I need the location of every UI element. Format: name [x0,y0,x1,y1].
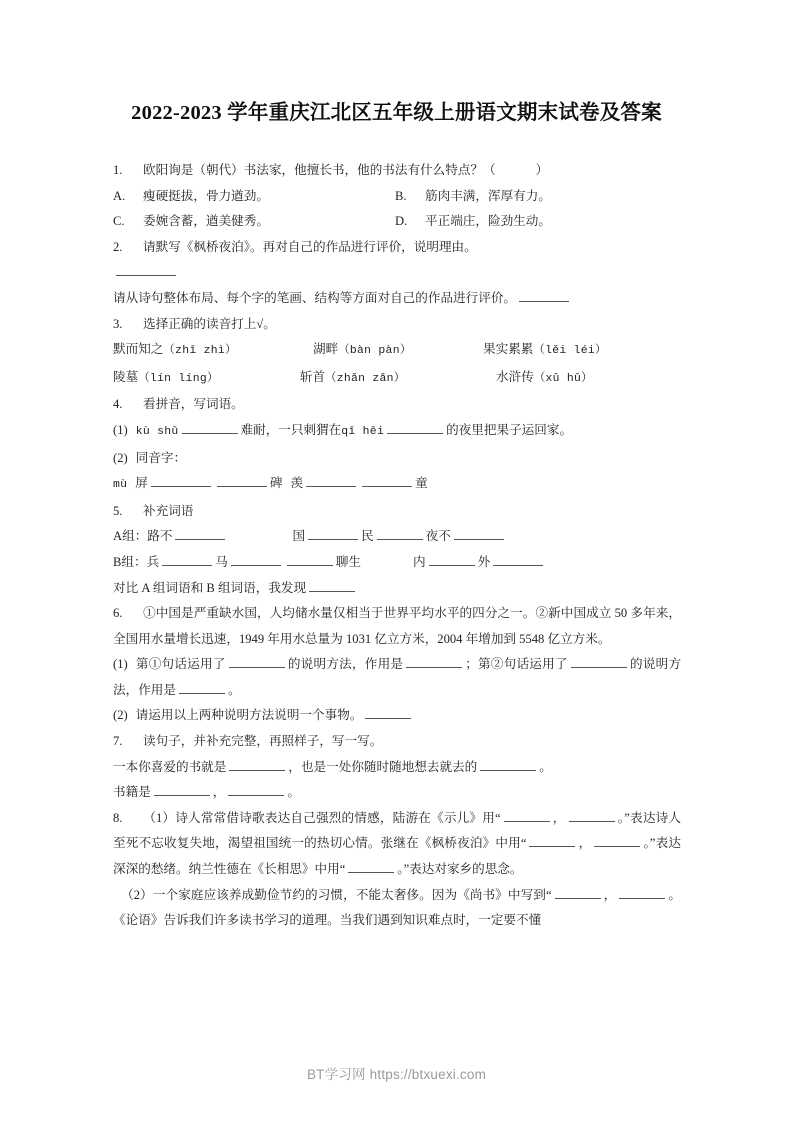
answer-blank[interactable] [116,264,176,277]
sub-text: 同音字： [135,450,187,465]
answer-blank[interactable] [229,758,285,771]
question-6-passage-row [113,601,681,652]
pinyin-hint: kù shǔ [135,425,179,438]
question-4-homophone-row [113,471,681,499]
homophone-char: 羡 [290,476,304,491]
answer-blank[interactable] [493,553,543,566]
option-c-text: 委婉含蓄，遒美健秀。 [143,214,269,229]
answer-blank[interactable] [365,707,411,720]
group-b-item: 马 [215,554,228,569]
answer-blank[interactable] [182,421,238,434]
pinyin-options: （zhī zhì） [163,345,237,358]
question-8-sub-2 [113,883,681,934]
pinyin-choice-item[interactable] [483,337,681,365]
pinyin-choice-item[interactable] [313,337,483,365]
group-a-item: 路不 [147,529,173,544]
sub-label: (1) [113,657,128,672]
question-8-sub-1 [113,806,681,883]
question-6-sub-2 [113,703,681,729]
sub-text: 诗人常常借诗歌表达自己强烈的情感，陆游在《示儿》用“ [175,810,501,825]
pinyin-choice-item[interactable] [300,365,496,393]
question-2-followup [113,286,681,312]
exam-body [113,158,681,934]
answer-blank[interactable] [309,579,355,592]
question-2-followup-text: 请从诗句整体布局、每个字的笔画、结构等方面对自己的作品进行评价。 [113,290,516,305]
pinyin-word: 陵墓 [113,369,139,384]
answer-blank[interactable] [308,528,358,541]
question-5-number: 5. [113,503,123,518]
pinyin-choice-item[interactable] [113,365,300,393]
pinyin-word: 斩首 [299,369,326,384]
answer-blank[interactable] [529,835,575,848]
question-1-paren-close: ） [535,163,549,177]
question-5-text: 补充词语 [143,503,194,518]
sub-text: ， [552,810,566,825]
pinyin-word: 水浒传 [496,369,534,384]
option-d [395,209,677,235]
answer-blank[interactable] [504,809,550,822]
option-b-text: 筋肉丰满，浑厚有力。 [425,188,551,203]
question-4-sub-1 [113,418,681,446]
sub-text: 。 [227,682,241,697]
compare-text: 对比 A 组词语和 B 组词语，我发现 [113,580,307,595]
answer-blank[interactable] [519,289,569,302]
question-4-text: 看拼音，写词语。 [143,397,244,412]
answer-blank[interactable] [619,886,665,899]
group-a-label: A组： [113,529,148,544]
answer-blank[interactable] [454,528,504,541]
pinyin-options: （xǔ hǔ） [533,372,593,385]
sub-text: 的说明方法，作用是 [287,657,404,672]
pinyin-options: （zhǎn zǎn） [325,372,406,385]
option-a [113,184,395,210]
pinyin-hint: mù [113,479,128,492]
sentence-part: 。 [287,785,300,800]
pinyin-choice-item[interactable] [113,337,313,365]
answer-blank[interactable] [217,475,267,488]
pinyin-options: （bàn pàn） [338,345,412,358]
question-2-stem [113,235,681,261]
answer-blank[interactable] [569,809,615,822]
homophone-char: 碑 [269,476,283,491]
option-a-key: A. [113,188,126,203]
question-6-number: 6. [113,606,123,621]
answer-blank[interactable] [179,681,225,694]
answer-blank[interactable] [287,553,333,566]
sub-text: 。《论语》告诉我们许多读书学习的道理。当我们遇到知识难点时，一定要不懂 [113,887,682,928]
sub-label: (2) [113,450,128,465]
question-7-line-2 [113,780,681,806]
group-b-label: B组： [113,554,147,569]
question-8-number: 8. [113,810,123,825]
option-d-text: 平正端庄，险劲生动。 [425,214,551,229]
answer-blank[interactable] [348,860,394,873]
pinyin-word: 湖畔 [313,342,339,357]
answer-blank[interactable] [229,656,285,669]
pinyin-hint: qī hēi [341,425,385,438]
answer-blank[interactable] [306,475,356,488]
sentence-part: 书籍是 [113,785,151,800]
question-2-number: 2. [113,239,123,254]
question-5-compare [113,576,681,602]
sub-text: 的夜里把果子运回家。 [446,422,573,437]
pinyin-options: （lín líng） [138,372,219,385]
option-d-key: D. [395,214,408,229]
sub-label: （2） [121,887,153,902]
answer-blank[interactable] [162,553,212,566]
question-1-text: 欧阳询是（朝代）书法家，他擅长书，他的书法有什么特点？（ [143,163,496,177]
answer-blank[interactable] [594,835,640,848]
sub-text: 。”表达对家乡的思念。 [397,862,523,877]
option-c-key: C. [113,214,125,229]
sub-text: 第①句话运用了 [135,657,226,672]
answer-blank[interactable] [362,475,412,488]
pinyin-word: 默而知之 [113,342,164,357]
question-1-number: 1. [113,163,123,177]
sub-label: (1) [113,422,128,437]
page-title: 2022-2023 学年重庆江北区五年级上册语文期末试卷及答案 [131,102,662,124]
answer-blank[interactable] [555,886,601,899]
answer-blank[interactable] [377,528,423,541]
question-4-sub-2 [113,446,681,472]
group-a-item: 夜不 [425,529,451,544]
sentence-part: 。 [539,759,552,774]
sub-text: 的说明方法，作用是 [113,657,682,697]
sub-label: (2) [113,708,128,723]
question-5-stem [113,499,681,525]
sub-text: 难耐，一只刺猬在 [240,422,342,437]
sub-label: （1） [143,810,176,825]
pinyin-word: 果实累累 [483,342,534,357]
question-2-text: 请默写《枫桥夜泊》。再对自己的作品进行评价，说明理由。 [143,239,477,254]
group-b-item: 聊生 [335,554,361,569]
question-1-options-row-1 [113,184,681,210]
group-a-item: 国 [292,529,306,544]
group-b-item: 内 [412,554,426,569]
answer-blank[interactable] [231,553,281,566]
question-4-stem [113,392,681,418]
question-7-stem [113,729,681,755]
footer-watermark: BT学习网 https://btxuexi.com [306,1067,487,1082]
sentence-part: 一本你喜爱的书就是 [113,759,227,774]
sub-text: ， [603,887,617,902]
question-7-number: 7. [113,734,123,749]
question-6-sub-1 [113,652,681,703]
answer-blank[interactable] [387,421,443,434]
sentence-part: ，也是一处你随时随地想去就去的 [288,759,478,774]
option-c [113,209,395,235]
pinyin-options: （lěi léi） [533,345,607,358]
option-a-text: 瘦硬挺拔，骨力遒劲。 [143,188,269,203]
sentence-part: ， [212,785,226,800]
answer-blank[interactable] [154,784,210,797]
option-b-key: B. [395,188,407,203]
question-3-stem [113,312,681,338]
pinyin-choice-item[interactable] [496,365,681,393]
group-b-item: 兵 [146,554,160,569]
answer-blank[interactable] [480,758,536,771]
option-b [395,184,677,210]
group-b-item: 外 [477,554,491,569]
answer-blank[interactable] [406,656,462,669]
sub-text: ， [578,836,592,851]
question-3-number: 3. [113,316,123,331]
question-3-row-2 [113,365,681,393]
sub-text: ；第②句话运用了 [465,657,568,672]
homophone-char: 屏 [135,476,148,491]
sub-text: 一个家庭应该养成勤俭节约的习惯，不能太奢侈。因为《尚书》中写到“ [152,887,552,902]
answer-blank[interactable] [571,656,627,669]
answer-blank[interactable] [151,475,211,488]
question-1-stem [113,158,681,184]
sub-text: 请运用以上两种说明方法说明一个事物。 [135,708,363,723]
question-2-answer-blank-line [113,260,681,286]
answer-blank[interactable] [228,784,284,797]
question-7-line-1 [113,755,681,781]
sub-text: 。”表达深深的愁绪。纳兰性德在《长相思》中用“ [113,836,682,877]
question-1-options-row-2 [113,209,681,235]
question-6-passage: ①中国是严重缺水国，人均储水量仅相当于世界平均水平的四分之一。②新中国成立 50 多年来，全国用水量增长迅速，1949 年用水总量为 1031 亿立方米，2004 年增加到 5548 亿立方米。 [113,606,681,646]
group-a-item: 民 [361,529,374,544]
homophone-char: 童 [415,476,428,491]
question-7-text: 读句子，并补充完整，再照样子，写一写。 [143,734,383,749]
answer-blank[interactable] [175,528,225,541]
question-3-text: 选择正确的读音打上√。 [143,316,276,331]
answer-blank[interactable] [429,553,475,566]
question-3-row-1 [113,337,681,365]
question-5-group-a [113,524,681,550]
question-4-number: 4. [113,397,123,412]
sub-text: 。”表达诗人至死不忘收复失地，渴望祖国统一的热切心情。张继在《枫桥夜泊》中用“ [113,810,681,851]
question-5-group-b [113,550,681,576]
